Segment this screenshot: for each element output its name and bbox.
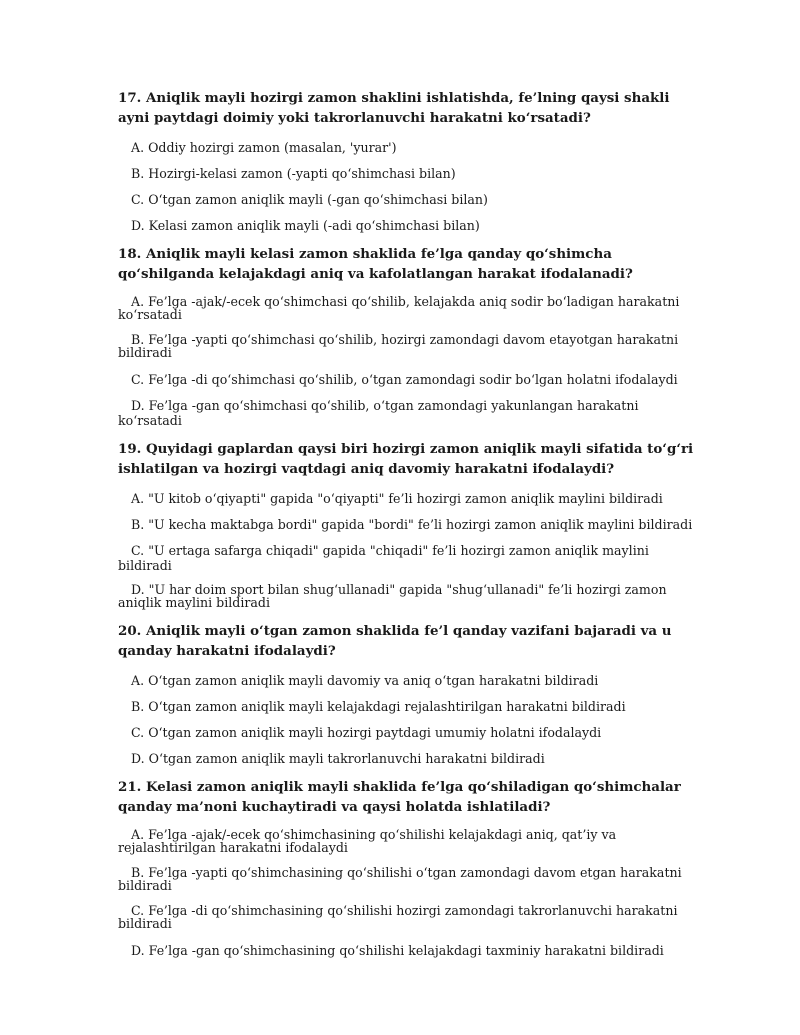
question-20 — [118, 622, 700, 766]
option-d: D. "U har doim sport bilan shug‘ullanadi" gapida "shug‘ullanadi" fe’li hozirgi zamon aniqlik maylini bildiradi — [118, 582, 667, 610]
question-text: 19. Quyidagi gaplardan qaysi biri hozirgi zamon aniqlik mayli sifatida to‘g‘ri ishlatilgan va hozirgi vaqtdagi aniq davomiy harakatni ifodalaydi? — [118, 441, 694, 477]
option-d: D. Kelasi zamon aniqlik mayli (-adi qo‘shimchasi bilan) — [131, 218, 480, 233]
question-text: 20. Aniqlik mayli o‘tgan zamon shaklida fe’l qanday vazifani bajaradi va u qanday harakatni ifodalaydi? — [118, 623, 672, 659]
option-c: C. Fe’lga -di qo‘shimchasining qo‘shilishi hozirgi zamondagi takrorlanuvchi harakatni bildiradi — [118, 903, 678, 931]
option-c: C. "U ertaga safarga chiqadi" gapida "chiqadi" fe’li hozirgi zamon aniqlik maylini bildiradi — [118, 543, 649, 573]
question-18 — [118, 245, 700, 428]
option-b: B. Fe’lga -yapti qo‘shimchasining qo‘shilishi o‘tgan zamondagi davom etgan harakatni bildiradi — [118, 865, 682, 893]
question-text: 18. Aniqlik mayli kelasi zamon shaklida fe’lga qanday qo‘shimcha qo‘shilganda kelajakdagi aniq va kafolatlangan harakat ifodalanadi? — [118, 246, 633, 282]
question-21 — [118, 778, 700, 958]
option-c: C. O‘tgan zamon aniqlik mayli hozirgi paytdagi umumiy holatni ifodalaydi — [131, 725, 602, 740]
option-d: D. Fe’lga -gan qo‘shimchasining qo‘shilishi kelajakdagi taxminiy harakatni bildiradi — [131, 943, 664, 958]
option-a: A. Fe’lga -ajak/-ecek qo‘shimchasining qo‘shilishi kelajakdagi aniq, qat’iy va rejalashtirilgan harakatni ifodalaydi — [118, 827, 617, 855]
option-d: D. Fe’lga -gan qo‘shimchasi qo‘shilib, o‘tgan zamondagi yakunlangan harakatni ko‘rsatadi — [118, 398, 639, 428]
option-b: B. O‘tgan zamon aniqlik mayli kelajakdagi rejalashtirilgan harakatni bildiradi — [131, 699, 626, 714]
option-c: C. O‘tgan zamon aniqlik mayli (-gan qo‘shimchasi bilan) — [131, 192, 488, 207]
option-b: B. Fe’lga -yapti qo‘shimchasi qo‘shilib, hozirgi zamondagi davom etayotgan harakatni bildiradi — [118, 332, 679, 360]
question-text: 21. Kelasi zamon aniqlik mayli shaklida fe’lga qo‘shiladigan qo‘shimchalar qanday ma’noni kuchaytiradi va qaysi holatda ishlatiladi? — [118, 779, 681, 815]
option-a: A. "U kitob o‘qiyapti" gapida "o‘qiyapti" fe’li hozirgi zamon aniqlik maylini bildiradi — [131, 491, 663, 506]
option-b: B. Hozirgi-kelasi zamon (-yapti qo‘shimchasi bilan) — [131, 166, 456, 181]
option-a: A. Fe’lga -ajak/-ecek qo‘shimchasi qo‘shilib, kelajakda aniq sodir bo‘ladigan harakatni ko‘rsatadi — [118, 294, 680, 322]
option-a: A. O‘tgan zamon aniqlik mayli davomiy va aniq o‘tgan harakatni bildiradi — [131, 673, 599, 688]
question-19 — [118, 440, 700, 609]
option-a: A. Oddiy hozirgi zamon (masalan, 'yurar') — [131, 140, 397, 155]
option-b: B. "U kecha maktabga bordi" gapida "bordi" fe’li hozirgi zamon aniqlik maylini bildiradi — [131, 517, 693, 532]
question-text: 17. Aniqlik mayli hozirgi zamon shaklini ishlatishda, fe’lning qaysi shakli ayni paytdagi doimiy yoki takrorlanuvchi harakatni ko‘rsatadi? — [118, 90, 670, 126]
option-c: C. Fe’lga -di qo‘shimchasi qo‘shilib, o‘tgan zamondagi sodir bo‘lgan holatni ifodalaydi — [131, 372, 678, 387]
question-17 — [118, 89, 700, 233]
option-d: D. O‘tgan zamon aniqlik mayli takrorlanuvchi harakatni bildiradi — [131, 751, 545, 766]
